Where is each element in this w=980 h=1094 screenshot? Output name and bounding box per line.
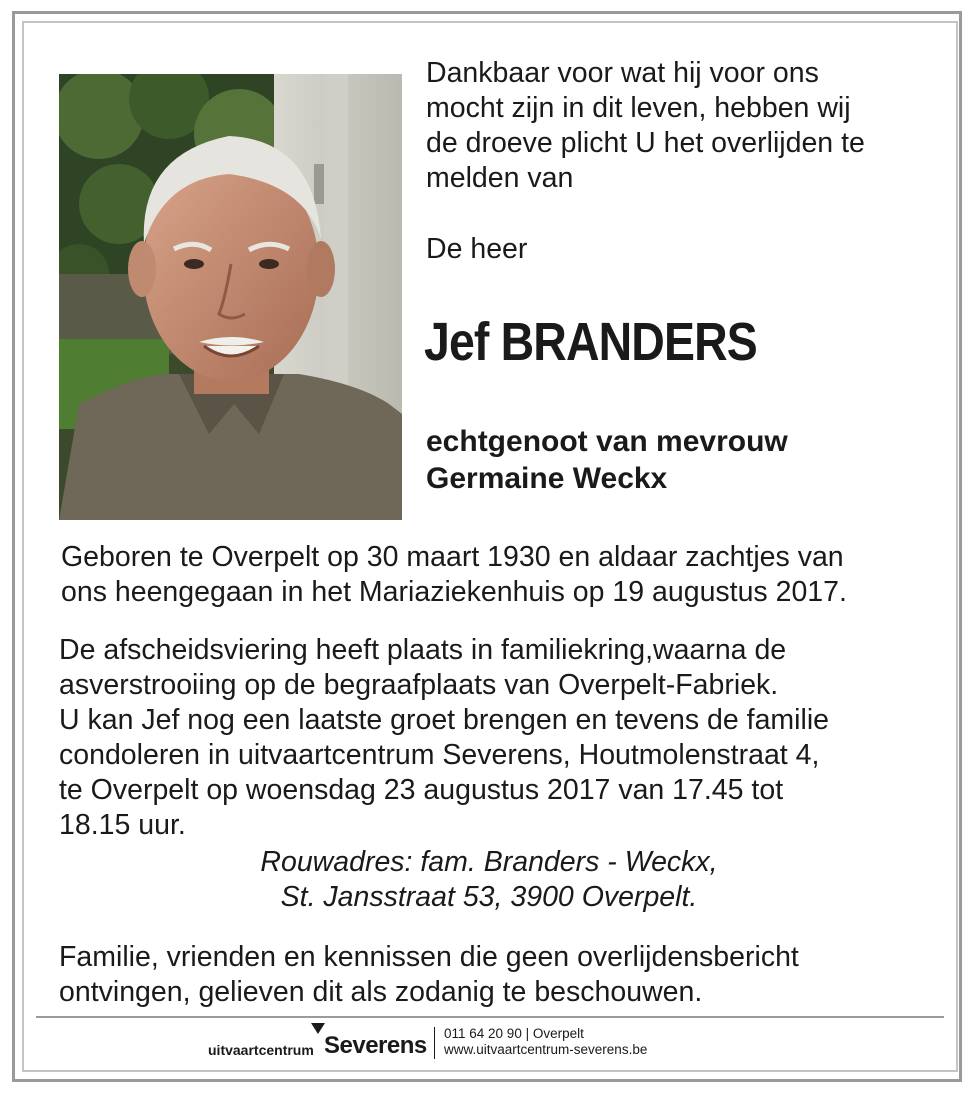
spouse-line-1: echtgenoot van mevrouw xyxy=(426,425,788,458)
birth-death-line: Geboren te Overpelt op 30 maart 1930 en aldaar zachtjes van xyxy=(61,541,844,573)
funeral-line: condoleren in uitvaartcentrum Severens, Houtmolenstraat 4, xyxy=(59,739,820,771)
funeral-line: te Overpelt op woensdag 23 augustus 2017 van 17.45 tot xyxy=(59,774,784,806)
footer-separator xyxy=(434,1027,435,1059)
deceased-name: Jef BRANDERS xyxy=(424,312,757,372)
website-link[interactable]: www.uitvaartcentrum-severens.be xyxy=(444,1042,648,1057)
intro-line: melden van xyxy=(426,162,574,194)
intro-line: mocht zijn in dit leven, hebben wij xyxy=(426,92,851,124)
intro-line: Dankbaar voor wat hij voor ons xyxy=(426,57,819,89)
spouse-info xyxy=(426,423,946,497)
footer-divider-line xyxy=(36,1016,944,1018)
funeral-line: asverstrooiing op de begraafplaats van Overpelt-Fabriek. xyxy=(59,669,779,701)
funeral-line: U kan Jef nog een laatste groet brengen en tevens de familie xyxy=(59,704,830,736)
salutation: De heer xyxy=(426,233,528,265)
brand-prefix: uitvaartcentrum xyxy=(208,1042,314,1058)
phone-line: 011 64 20 90 | Overpelt xyxy=(444,1026,584,1041)
notice-line: Familie, vrienden en kennissen die geen overlijdensbericht xyxy=(59,941,799,973)
mourning-address xyxy=(59,845,919,915)
triangle-logo-icon xyxy=(311,1023,325,1034)
mourning-address-line-1: Rouwadres: fam. Branders - Weckx, xyxy=(260,846,718,878)
birth-death-paragraph xyxy=(61,540,941,610)
funeral-line: 18.15 uur. xyxy=(59,809,186,841)
footer xyxy=(208,1023,768,1063)
notice-paragraph xyxy=(59,940,939,1010)
contact-info xyxy=(444,1026,647,1058)
birth-death-line: ons heengegaan in het Mariaziekenhuis op 19 augustus 2017. xyxy=(61,576,847,608)
funeral-paragraph xyxy=(59,633,939,843)
portrait-photo xyxy=(59,74,402,520)
spouse-line-2: Germaine Weckx xyxy=(426,462,668,495)
notice-line: ontvingen, gelieven dit als zodanig te beschouwen. xyxy=(59,976,703,1008)
intro-text xyxy=(426,56,946,196)
intro-line: de droeve plicht U het overlijden te xyxy=(426,127,865,159)
mourning-address-line-2: St. Jansstraat 53, 3900 Overpelt. xyxy=(280,881,698,913)
brand-name: Severens xyxy=(324,1032,427,1059)
funeral-line: De afscheidsviering heeft plaats in familiekring,waarna de xyxy=(59,634,787,666)
